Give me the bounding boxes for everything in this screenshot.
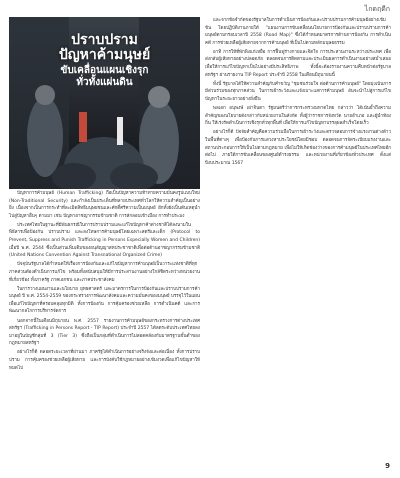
left-column	[9, 190, 200, 374]
paragraph: ในการวางแผนงานและนโยบาย ยุทธศาสตร์ และมาตรการในการป้องกันและปราบปรามการค้ามนุษย์ ปี พ.ศ. 2554-2559 ของกระทรวงการพัฒนาสังคมและความมั่นคงของมนุษย์ บรรจุไว้ในแผนเพื่อแก้ไขปัญหาที่ครอบคลุมทุกมิติ ทั้งการป้องกัน การคุ้มครองช่วยเหลือ การดำเนินคดี และการพัฒนากลไกการบริหารจัดการ	[9, 286, 200, 315]
hero-photo	[9, 17, 200, 189]
article-subtitle: ขับเคลื่อนแผนเชิงรุก ทั่วทั้งแผ่นดิน	[60, 65, 149, 88]
paragraph: พลเอก อนุพงษ์ เผ่าจินดา รัฐมนตรีว่าการกระทรวงมหาดไทย กล่าวว่า ได้เน้นย้ำถึงความสำคัญของนโยบายดังกล่าวกับหน่วยงานในสังกัด ทั้งผู้ว่าราชการจังหวัด นายอำเภอ และผู้นำท้องถิ่น ให้เร่งรัดดำเนินการเชิงรุกทั่วทุกพื้นที่ เพื่อให้การแก้ไขปัญหาบรรลุผลสำเร็จโดยเร็ว	[205, 106, 391, 127]
paragraph: ปัจจุบันรัฐบาลได้กำหนดให้เรื่องการป้องกันและแก้ไขปัญหาการค้ามนุษย์เป็นวาระแห่งชาติที่ทุกภาคส่วนต้องดำเนินการแก้ไข พร้อมทั้งสนับสนุนให้มีการประสานงานอย่างใกล้ชิดระหว่างหน่วยงานที่เกี่ยวข้อง ทั้งภาครัฐ ภาคเอกชน และภาคประชาสังคม	[9, 262, 200, 283]
paragraph: นอกจากนี้ในเดือนมิถุนายน พ.ศ. 2557 รายงานการค้ามนุษย์ของกระทรวงการต่างประเทศสหรัฐฯ (Trafficking in Persons Report - TIP Report) ประจำปี 2557 ได้ลดระดับประเทศไทยลงมาอยู่ในบัญชีกลุ่มที่ 3 (Tier 3) ซึ่งถือเป็นกลุ่มที่ดำเนินการไม่สอดคล้องกับมาตรฐานขั้นต่ำของกฎหมายสหรัฐฯ	[9, 318, 200, 347]
page-number: 9	[385, 462, 390, 470]
paragraph: อย่างไรก็ดี ปัจจัยสำคัญคือความร่วมมือในการเฝ้าระวังและตรวจสอบการจ้างแรงงานต่างด้าวในพื้นที่ต่างๆ เพื่อป้องกันการแสวงหาประโยชน์โดยมิชอบ ตลอดจนการจัดระเบียบแรงงานและสถานประกอบการให้เป็นไปตามกฎหมาย เพื่อไม่ให้เกิดช่องว่างของการค้ามนุษย์ในประเทศไทยอีกต่อไป ภายใต้การขับเคลื่อนของศูนย์ดำรงธรรม และหน่วยงานที่เกี่ยวข้องทั่วประเทศ ตั้งแต่ปีงบประมาณ 1567	[205, 130, 391, 166]
paragraph: และจากข้อจำกัดของรัฐบาลในการดำเนินการป้องกันและปราบปรามการค้ามนุษย์อย่างเข้มข้น โดยปฏิบัติงานภายใต้ "แผนงานการขับเคลื่อนนโยบายการป้องกันและปราบปรามการค้ามนุษย์ตามกรอบเวลาปี 2558 (Road Map)" ซึ่งได้กำหนดมาตรการด้านการป้องกัน การดำเนินคดี การช่วยเหลือผู้เสียหายจากการค้ามนุษย์ ที่เป็นไปตามหลักมนุษยธรรม	[205, 18, 391, 46]
paragraph: ปัญหาการค้ามนุษย์ (Human Trafficking) ถือเป็นปัญหาความท้าทายความมั่นคงรูปแบบใหม่ (Non-Traditional Security) และกำลังเป็นประเด็นที่หลายประเทศทั่วโลกให้ความสำคัญเป็นอย่างยิ่ง เนื่องจากเป็นการกระทำที่ละเมิดสิทธิมนุษยชนและศักดิ์ศรีความเป็นมนุษย์ อีกทั้งยังเป็นต้นเหตุนำไปสู่ปัญหาอื่นๆ ตามมา เช่น ปัญหาอาชญากรรมข้ามชาติ การลักลอบเข้าเมือง การทำประมง	[9, 191, 200, 219]
paragraph: ประเทศไทยในฐานะที่มีพันธกรณีในการปราบปรามและแก้ไขปัญหาค้าต่างชาติได้ลงนามในพิธีสารเพื่อป้องกัน ปราบปราม และลงโทษการค้ามนุษย์โดยเฉพาะสตรีและเด็ก (Protocol to Prevent, Suppress and Punish Trafficking in Persons Especially Women and Children) เมื่อปี พ.ศ. 2544 ซึ่งเป็นส่วนเพิ่มเติมของอนุสัญญาสหประชาชาติเพื่อต่อต้านอาชญากรรมข้ามชาติ (United Nations Convention Against Transnational Organized Crime)	[9, 222, 200, 259]
paragraph: ทั้งนี้ รัฐบาลได้ให้ความสำคัญกับคำขวัญ "ชุมชนร่วมใจ ต่อต้านการค้ามนุษย์" โดยมุ่งเน้นการมีส่วนร่วมของทุกภาคส่วน ในการเฝ้าระวังและแจ้งเบาะแสการค้ามนุษย์ อันจะนำไปสู่การแก้ไขปัญหาในระยะยาวอย่างยั่งยืน	[205, 81, 391, 102]
paragraph: อย่างไรก็ดี ตลอดระยะเวลาที่ผ่านมา ภาครัฐได้ดำเนินการอย่างจริงจังและต่อเนื่อง ทั้งการปราบปราม การคุ้มครองช่วยเหลือผู้เสียหาย และการบังคับใช้กฎหมายอย่างเข้มงวดเพื่อแก้ไขปัญหาให้หมดไป	[9, 350, 200, 371]
right-column	[205, 17, 391, 169]
paragraph: อาทิ การให้ที่พักพิงแก่เหยื่อ การฟื้นฟูร่างกายและจิตใจ การประสานงานระหว่างประเทศ เพื่อส่งกลับผู้เสียหายอย่างปลอดภัย ตลอดจนการติดตามและประเมินผลการดำเนินงานอย่างสม่ำเสมอ เพื่อให้การแก้ไขปัญหาเป็นไปอย่างมีประสิทธิภาพ ทั้งนี้จะต้องรายงานความคืบหน้าต่อรัฐบาลสหรัฐฯ ผ่านรายงาน TIP Report ประจำปี 2558 ในเดือนมิถุนายนนี้	[205, 49, 391, 78]
article-title: ปราบปราม ปัญหาค้ามนุษย์	[58, 32, 151, 63]
section-label: ไกดฤดีก	[364, 5, 390, 13]
